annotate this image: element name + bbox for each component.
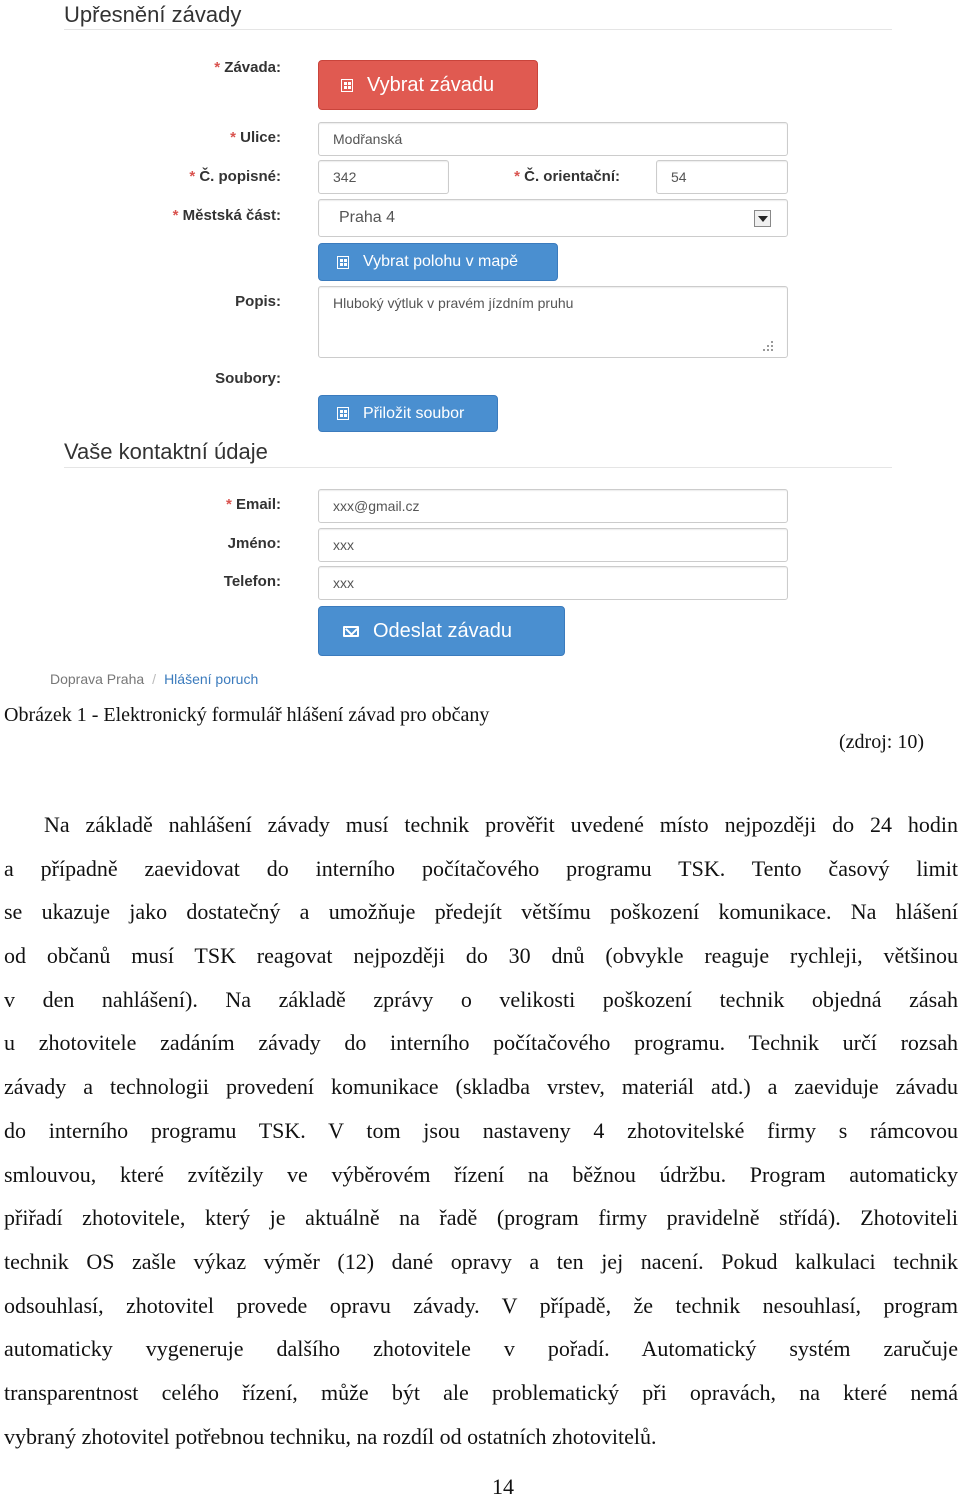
district-label: * Městská část: xyxy=(172,207,281,224)
paragraph-line: smlouvou, které zvítězily ve výběrovém řízení na běžnou údržbu. Program automaticky xyxy=(4,1162,958,1187)
paragraph-line: se ukazuje jako dostatečný a umožňuje předejít většímu poškození komunikace. Na hlášení xyxy=(4,899,958,924)
district-select[interactable]: Praha 4 xyxy=(318,199,788,237)
name-input[interactable]: xxx xyxy=(318,528,788,562)
orientation-number-label: * Č. orientační: xyxy=(514,168,620,185)
email-input[interactable]: xxx@gmail.cz xyxy=(318,489,788,523)
form-screenshot xyxy=(0,0,960,700)
phone-input[interactable]: xxx xyxy=(318,566,788,600)
chevron-down-icon xyxy=(754,210,771,227)
house-number-input[interactable]: 342 xyxy=(318,160,449,194)
select-map-location-button[interactable]: Vybrat polohu v mapě xyxy=(318,243,558,281)
select-defect-button[interactable]: Vybrat závadu xyxy=(318,60,538,110)
figure-source: (zdroj: 10) xyxy=(839,731,924,753)
paragraph-line: Na základě nahlášení závady musí technik prověřit uvedené místo nejpozději do 24 hodin xyxy=(44,812,958,837)
envelope-icon xyxy=(343,626,359,637)
paragraph-line: v den nahlášení). Na základě zprávy o velikosti poškození technik objedná zásah xyxy=(4,987,958,1012)
submit-defect-button[interactable]: Odeslat závadu xyxy=(318,606,565,656)
section-title-contact: Vaše kontaktní údaje xyxy=(64,439,268,464)
house-number-label: * Č. popisné: xyxy=(189,168,281,185)
breadcrumb-separator: / xyxy=(152,671,157,687)
paragraph-line: transparentnost celého řízení, může být ale problematický při opravách, na které nemá xyxy=(4,1380,958,1405)
paragraph-line: u zhotovitele zadáním závady do interního počítačového programu. Technik určí rozsah xyxy=(4,1030,958,1055)
attach-file-button[interactable]: Přiložit soubor xyxy=(318,395,498,432)
figure-caption: Obrázek 1 - Elektronický formulář hlášení závad pro občany xyxy=(4,704,490,726)
email-label: * Email: xyxy=(225,496,281,513)
paragraph-line: přiřadí zhotovitele, který je aktuálně na řadě (program firmy pravidelně střídá). Zhotoviteli xyxy=(4,1205,958,1230)
paragraph-line: technik OS zašle výkaz výměr (12) dané opravy a ten jej nacení. Pokud kalkulaci technik xyxy=(4,1249,958,1274)
map-icon xyxy=(337,256,349,269)
defect-label: * Závada: xyxy=(214,59,281,76)
street-input[interactable]: Modřanská xyxy=(318,122,788,156)
paragraph-line: odsouhlasí, zhotovitel provede opravu závady. V případě, že technik nesouhlasí, program xyxy=(4,1293,958,1318)
paragraph-line: do interního programu TSK. V tom jsou nastaveny 4 zhotovitelské firmy s rámcovou xyxy=(4,1118,958,1143)
street-label: * Ulice: xyxy=(230,129,281,146)
section-title-defect: Upřesnění závady xyxy=(64,2,242,27)
description-textarea[interactable]: Hluboký výtluk v pravém jízdním pruhu xyxy=(318,286,788,358)
paragraph-line: od občanů musí TSK reagovat nejpozději do 30 dnů (obvykle reaguje rychleji, většinou xyxy=(4,943,958,968)
description-label: Popis: xyxy=(235,293,281,310)
breadcrumb xyxy=(50,671,258,687)
section-divider xyxy=(64,29,892,30)
paragraph-line: vybraný zhotovitel potřebnou techniku, na rozdíl od ostatních zhotovitelů. xyxy=(4,1424,657,1449)
list-icon xyxy=(341,79,353,92)
orientation-number-input[interactable]: 54 xyxy=(656,160,788,194)
page-number: 14 xyxy=(492,1474,514,1499)
breadcrumb-home[interactable]: Doprava Praha xyxy=(50,671,145,687)
files-label: Soubory: xyxy=(215,370,281,387)
breadcrumb-current[interactable]: Hlášení poruch xyxy=(164,671,259,687)
paragraph-line: automaticky vygeneruje dalšího zhotovitele v pořadí. Automatický systém zaručuje xyxy=(4,1336,958,1361)
phone-label: Telefon: xyxy=(223,573,281,590)
resize-handle-icon[interactable] xyxy=(763,341,775,351)
paragraph-line: závady a technologii provedení komunikace (skladba vrstev, materiál atd.) a zaeviduje závadu xyxy=(4,1074,958,1099)
name-label: Jméno: xyxy=(227,535,281,552)
paperclip-icon xyxy=(337,407,349,420)
section-divider xyxy=(64,467,892,468)
paragraph-line: a případně zaevidovat do interního počítačového programu TSK. Tento časový limit xyxy=(4,856,958,881)
